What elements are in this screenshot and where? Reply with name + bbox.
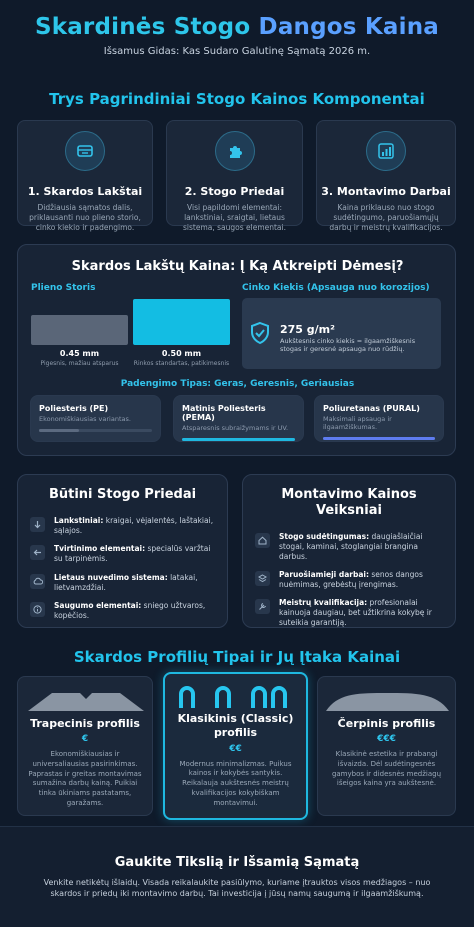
component-title: 2. Stogo Priedai	[184, 185, 285, 198]
chart-icon	[366, 131, 406, 171]
list-text: Tvirtinimo elementai: specialūs varžtai su tarpinėmis.	[54, 544, 211, 564]
arrow-down-icon	[30, 517, 45, 532]
thin-sheet-value: 0.45 mm	[59, 349, 100, 358]
coating-title: Matinis Poliesteris (PEMA)	[182, 404, 266, 422]
coating-desc: Maksimali apsauga ir ilgaamžiškumas.	[323, 415, 392, 431]
trapezoid-profile-icon	[18, 677, 152, 717]
classic-profile-icon	[165, 674, 306, 712]
zinc-label: Cinko Kiekis (Apsauga nuo korozijos)	[242, 283, 430, 293]
list-item	[30, 544, 215, 564]
component-title: 1. Skardos Lakštai	[27, 185, 143, 198]
profile-desc: Klasikinė estetika ir prabangi išvaizda. Dėl sudėtingesnės gamybos ir didesnės medžiagų išeigos kaina yra aukštesnė.	[331, 750, 442, 788]
coating-label: Padengimo Tipas: Geras, Geresnis, Geriausias	[120, 379, 355, 389]
thick-sheet-bar	[133, 299, 230, 345]
list-item	[30, 601, 215, 621]
sheets-panel	[17, 244, 456, 456]
thin-sheet-bar	[31, 315, 128, 345]
header	[0, 0, 474, 76]
tools-icon	[255, 599, 270, 614]
list-text: Lankstiniai: kraigai, vėjalentės, laštakiai, sąlajos.	[54, 516, 214, 536]
info-icon	[30, 602, 45, 617]
accessories-title: Būtini Stogo Priedai	[48, 487, 197, 502]
footer-title: Gaukite Tikslią ir Išsamią Sąmatą	[114, 855, 360, 870]
footer-text: Venkite netikėtų išlaidų. Visada reikalaukite pasiūlymo, kuriame įtrauktos visos medžiagos – nuo skardos ir priedų iki montavimo darbų. Tai investicija į jūsų namų saugumą ir ilgaamžiškumą.	[43, 878, 431, 898]
profile-title: Klasikinis (Classic) profilis	[177, 712, 294, 739]
list-text: Paruošiamieji darbai: senos dangos nuėmimas, grebėstų įrengimas.	[279, 569, 423, 589]
component-desc: Kaina priklauso nuo stogo sudėtingumo, paruošiamųjų darbų ir meistrų kvalifikacijos.	[329, 203, 443, 233]
profile-card-classic	[163, 672, 308, 820]
list-text: Meistrų kvalifikacija: profesionalai kainuoja daugiau, bet užtikrina kokybę ir suteikia garantiją.	[279, 598, 432, 628]
sheet-icon	[65, 131, 105, 171]
installation-title: Montavimo Kainos Veiksniai	[281, 487, 417, 519]
thick-sheet-note: Rinkos standartas, patikimesnis	[133, 360, 230, 367]
coating-card-pe	[30, 395, 161, 442]
coating-card-pural	[314, 395, 444, 442]
profile-card-trapezoid	[17, 676, 153, 816]
shield-check-icon	[249, 321, 271, 349]
coating-desc: Ekonomiškiausias variantas.	[39, 415, 131, 423]
coating-level-bar	[323, 437, 435, 440]
page-title	[0, 14, 474, 40]
tile-profile-icon	[318, 677, 455, 717]
profile-desc: Ekonomiškiausias ir universaliausias pasirinkimas. Paprastas ir greitas montavimas sumažina darbų kainą. Puikiai tinka ūkiniams pastatams, garažams.	[28, 750, 142, 807]
page-subtitle: Išsamus Gidas: Kas Sudaro Galutinę Sąmatą 2026 m.	[103, 46, 371, 57]
thin-sheet-note: Pigesnis, mažiau atsparus	[40, 360, 119, 367]
profile-desc: Modernus minimalizmas. Puikus kainos ir kokybės santykis. Reikalauja aukštesnės meistrų kvalifikacijos kokybiškam montavimui.	[179, 759, 292, 807]
profile-price: €€	[229, 743, 242, 754]
house-icon	[255, 533, 270, 548]
steel-thickness-label: Plieno Storis	[31, 283, 96, 293]
component-card-accessories	[166, 120, 303, 233]
coating-title: Poliuretanas (PURAL)	[323, 404, 420, 413]
list-item	[255, 570, 443, 590]
layers-icon	[255, 571, 270, 586]
list-item	[30, 573, 215, 593]
profile-card-tile	[317, 676, 456, 816]
coating-card-pema	[173, 395, 304, 442]
component-desc: Visi papildomi elementai: lankstiniai, sraigtai, lietaus sistema, saugos elementai.	[182, 203, 286, 233]
profile-title: Trapecinis profilis	[30, 717, 140, 730]
title-part-1: Skardinės Stogo	[34, 14, 251, 40]
puzzle-icon	[215, 131, 255, 171]
title-part-2: Dangos Kaina	[258, 14, 440, 40]
coating-title: Poliesteris (PE)	[39, 404, 109, 413]
profile-title: Čerpinis profilis	[337, 717, 436, 730]
list-item	[30, 516, 215, 536]
coating-desc: Atsparesnis subraižymams ir UV.	[182, 424, 289, 432]
zinc-value: 275 g/m²	[280, 323, 335, 336]
cloud-icon	[30, 574, 45, 589]
zinc-desc: Aukštesnis cinko kiekis = ilgaamžiškesnis stogas ir geresnė apsauga nuo rūdžių.	[280, 337, 416, 354]
components-section-title: Trys Pagrindiniai Stogo Kainos Komponentai	[49, 90, 425, 108]
list-item	[255, 532, 443, 562]
profile-price: €€€	[377, 734, 396, 744]
list-text: Stogo sudėtingumas: daugiašlaičiai stogai, kaminai, stoglangiai brangina darbus.	[279, 531, 423, 561]
profiles-section-title: Skardos Profilių Tipai ir Jų Įtaka Kainai	[73, 648, 401, 666]
coating-level-bar	[39, 429, 152, 432]
component-title: 3. Montavimo Darbai	[321, 185, 451, 198]
coating-level-bar	[182, 438, 295, 441]
component-card-sheets	[17, 120, 153, 233]
profile-price: €	[81, 734, 89, 744]
sheets-title: Skardos Lakštų Kaina: Į Ką Atkreipti Dėmesį?	[71, 259, 404, 274]
list-text: Saugumo elementai: sniego užtvaros, kopėčios.	[54, 600, 206, 620]
thick-sheet-value: 0.50 mm	[161, 349, 202, 358]
list-text: Lietaus nuvedimo sistema: latakai, lietvamzdžiai.	[54, 572, 198, 592]
list-item	[255, 598, 443, 628]
footer	[0, 826, 474, 927]
zinc-box	[242, 298, 441, 369]
accessories-panel	[17, 474, 228, 628]
arrow-left-icon	[30, 545, 45, 560]
component-card-installation	[316, 120, 456, 233]
installation-panel	[242, 474, 456, 628]
component-desc: Didžiausia sąmatos dalis, priklausanti nuo plieno storio, cinko kiekio ir padengimo.	[29, 203, 141, 233]
